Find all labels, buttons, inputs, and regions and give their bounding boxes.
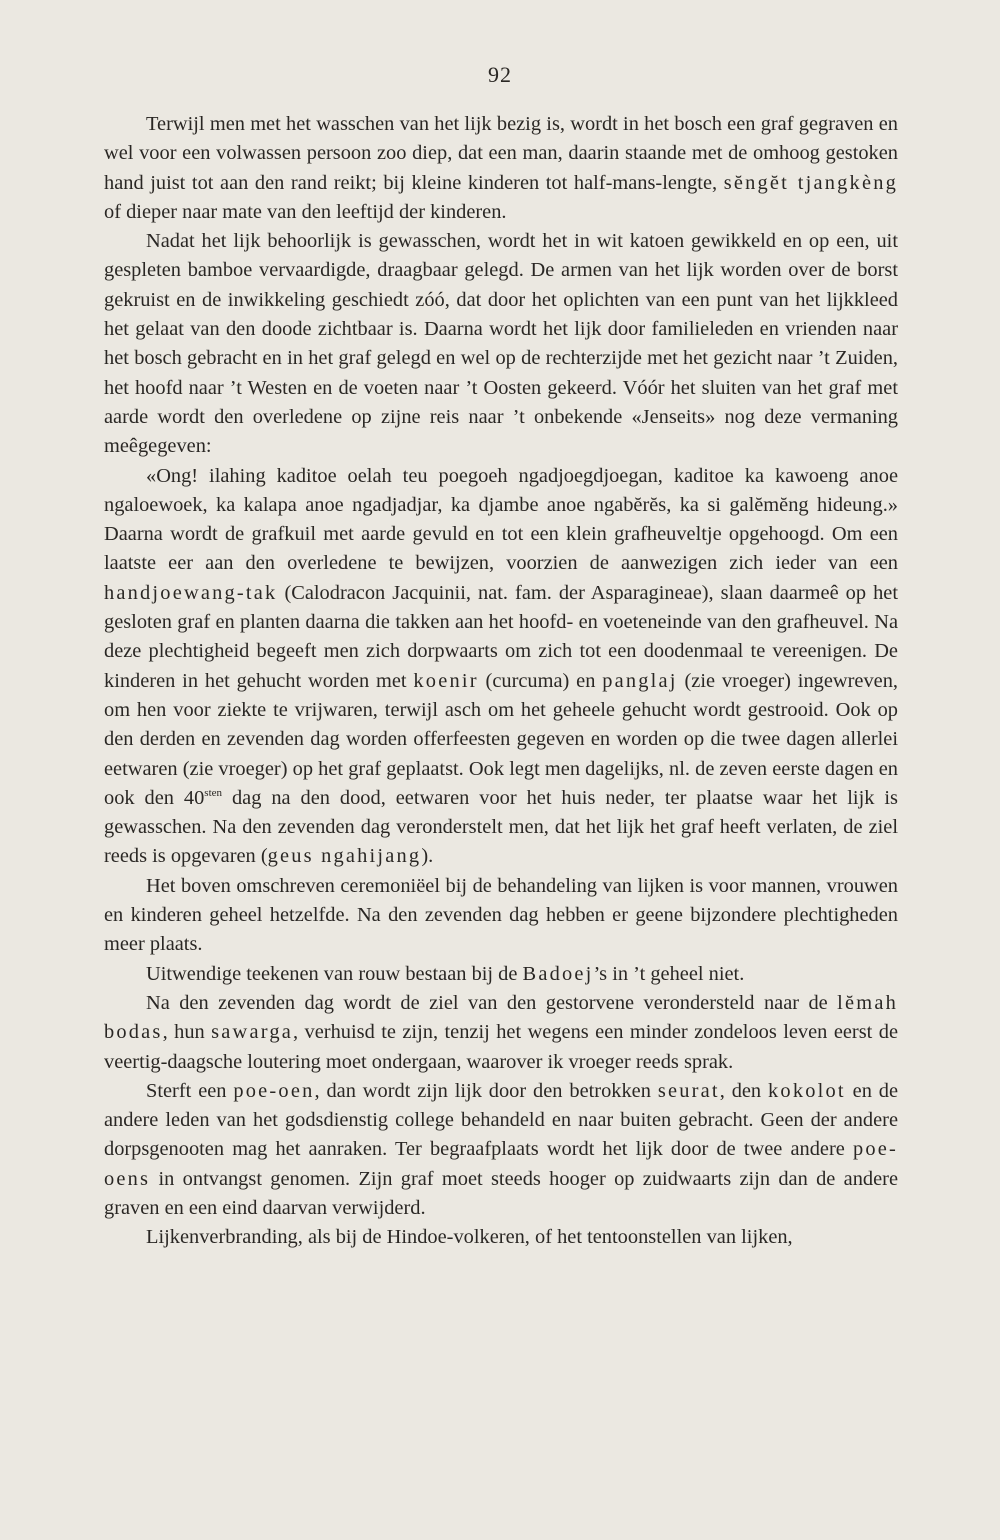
page-number: 92 bbox=[488, 62, 512, 87]
text-run: (Calodracon Jacquinii, nat. fam. der Asparagineae), slaan daarmeê op het gesloten graf en planten daarna die takken aan het hoofd- en voeteneinde van den grafheuvel. Na deze plechtigheid begeeft men zich dorpwaarts om zich tot een doodenmaal te vereenigen. De kinderen in het gehucht worden met bbox=[104, 581, 904, 692]
paragraph bbox=[104, 872, 904, 960]
text-run: (zie vroeger) ingewreven, om hen voor ziekte te vrijwaren, terwijl asch om het geheele gehucht wordt gestrooid. Ook op den derden en zevenden dag worden offerfeesten gegeven en worden op die twee dagen allerlei eetwaren (zie vroeger) op het graf geplaatst. Ook legt men dagelijks, nl. de zeven eerste dagen en ook den 40 bbox=[104, 669, 904, 809]
text-run: Nadat het lijk behoorlijk is gewasschen, wordt het in wit katoen gewikkeld en op een, uit gespleten bamboe vervaardigde, draagbaar gelegd. De armen van het lijk worden over de borst gekruist en de inwikkeling geschiedt zóó, dat door het oplichten van een punt van het lijkkleed het gelaat van den doode zichtbaar is. Daarna wordt het lijk door familieleden en vrienden naar het bosch gebracht en in het graf gelegd en wel op de rechterzijde met het gezicht naar ’t Zuiden, het hoofd naar ’t Westen en de voeten naar ’t Oosten gekeerd. Vóór het sluiten van het graf met aarde wordt den overledene op zijne reis naar ’t onbekende «Jenseits» nog deze vermaning meêgegeven: bbox=[104, 230, 904, 458]
text-run: Het boven omschreven ceremoniëel bij de behandeling van lijken is voor mannen, vrouwen en kinderen geheel hetzelfde. Na den zevenden dag hebben er geene bijzondere plechtigheden meer plaats. bbox=[104, 874, 904, 956]
text-run: ’s in ’t geheel niet. bbox=[593, 962, 745, 985]
spaced-term: lĕmah bodas bbox=[104, 991, 906, 1044]
paragraph bbox=[104, 960, 898, 989]
paragraph bbox=[104, 1077, 904, 1223]
text-run: Na den zevenden dag wordt de ziel van den gestorvene verondersteld naar de bbox=[146, 991, 838, 1014]
spaced-term: seurat bbox=[657, 1079, 720, 1102]
text-run: , verhuisd te zijn, tenzij het wegens een minder zondeloos leven eerst de veertig-daagsche loutering moet ondergaan, waarover ik vroeger reeds sprak. bbox=[104, 1021, 904, 1073]
paragraph bbox=[104, 462, 904, 872]
text-run: Lijkenverbranding, als bij de Hindoe-volkeren, of het tentoonstellen van lijken, bbox=[146, 1226, 793, 1249]
text-run: Uitwendige teekenen van rouw bestaan bij de bbox=[146, 962, 523, 985]
text-run: in ontvangst genomen. Zijn graf moet steeds hooger op zuidwaarts zijn dan de andere graven en een eind daarvan verwijderd. bbox=[104, 1167, 904, 1219]
paragraph bbox=[104, 110, 904, 227]
superscript: sten bbox=[204, 787, 223, 800]
text-run: , den bbox=[719, 1079, 769, 1102]
paragraph bbox=[104, 989, 906, 1077]
text-run: en de andere leden van het godsdienstig college behandeld en naar buiten gebracht. Geen der andere dorpsgenooten mag het aanraken. Ter begraafplaats wordt het lijk door de twee andere bbox=[104, 1079, 904, 1161]
text-run: , dan wordt zijn lijk door den betrokken bbox=[314, 1079, 658, 1102]
body-text bbox=[104, 110, 906, 1253]
spaced-term: Badoej bbox=[522, 962, 594, 985]
spaced-term: panglaj bbox=[602, 669, 678, 692]
spaced-term: handjoewang-tak bbox=[104, 581, 278, 604]
spaced-term: sĕngĕt tjangkèng bbox=[723, 171, 898, 194]
spaced-term: poe-oens bbox=[104, 1138, 898, 1190]
text-run: Terwijl men met het wasschen van het lijk bezig is, wordt in het bosch een graf gegraven en wel voor een volwassen persoon zoo diep, dat een man, daarin staande met de omhoog gestoken hand juist tot aan den rand reikt; bij kleine kinderen tot half-mans-lengte, bbox=[104, 113, 904, 194]
text-run: ). bbox=[421, 845, 434, 868]
spaced-term: kokolot bbox=[768, 1079, 846, 1102]
text-run: Sterft een bbox=[146, 1079, 234, 1102]
paragraph bbox=[104, 227, 904, 461]
spaced-term: koenir bbox=[413, 669, 479, 692]
text-run: (curcuma) en bbox=[478, 669, 603, 692]
spaced-term: sawarga bbox=[211, 1021, 293, 1044]
spaced-term: geus ngahijang bbox=[267, 845, 422, 868]
paragraph bbox=[104, 1223, 898, 1252]
spaced-term: poe-oen bbox=[233, 1079, 315, 1102]
text-run: dag na den dood, eetwaren voor het huis neder, ter plaatse waar het lijk is gewasschen. Na den zevenden dag veronderstelt men, dat het lijk het graf heeft verlaten, de ziel reeds is opgevaren ( bbox=[104, 786, 904, 868]
text-run: of dieper naar mate van den leeftijd der kinderen. bbox=[104, 171, 904, 223]
text-run: , hun bbox=[162, 1021, 212, 1044]
text-run: «Ong! ilahing kaditoe oelah teu poegoeh ngadjoegdjoegan, kaditoe ka kawoeng anoe ngaloewoek, ka kalapa anoe ngadjadjar, ka djambe anoe ngabĕrĕs, ka si galĕmĕng hideung.» Daarna wordt de grafkuil met aarde gevuld en tot een klein grafheuveltje opgehoogd. Om een laatste eer aan den overledene te bewijzen, voorzien de aanwezigen zich ieder van een bbox=[104, 464, 904, 575]
